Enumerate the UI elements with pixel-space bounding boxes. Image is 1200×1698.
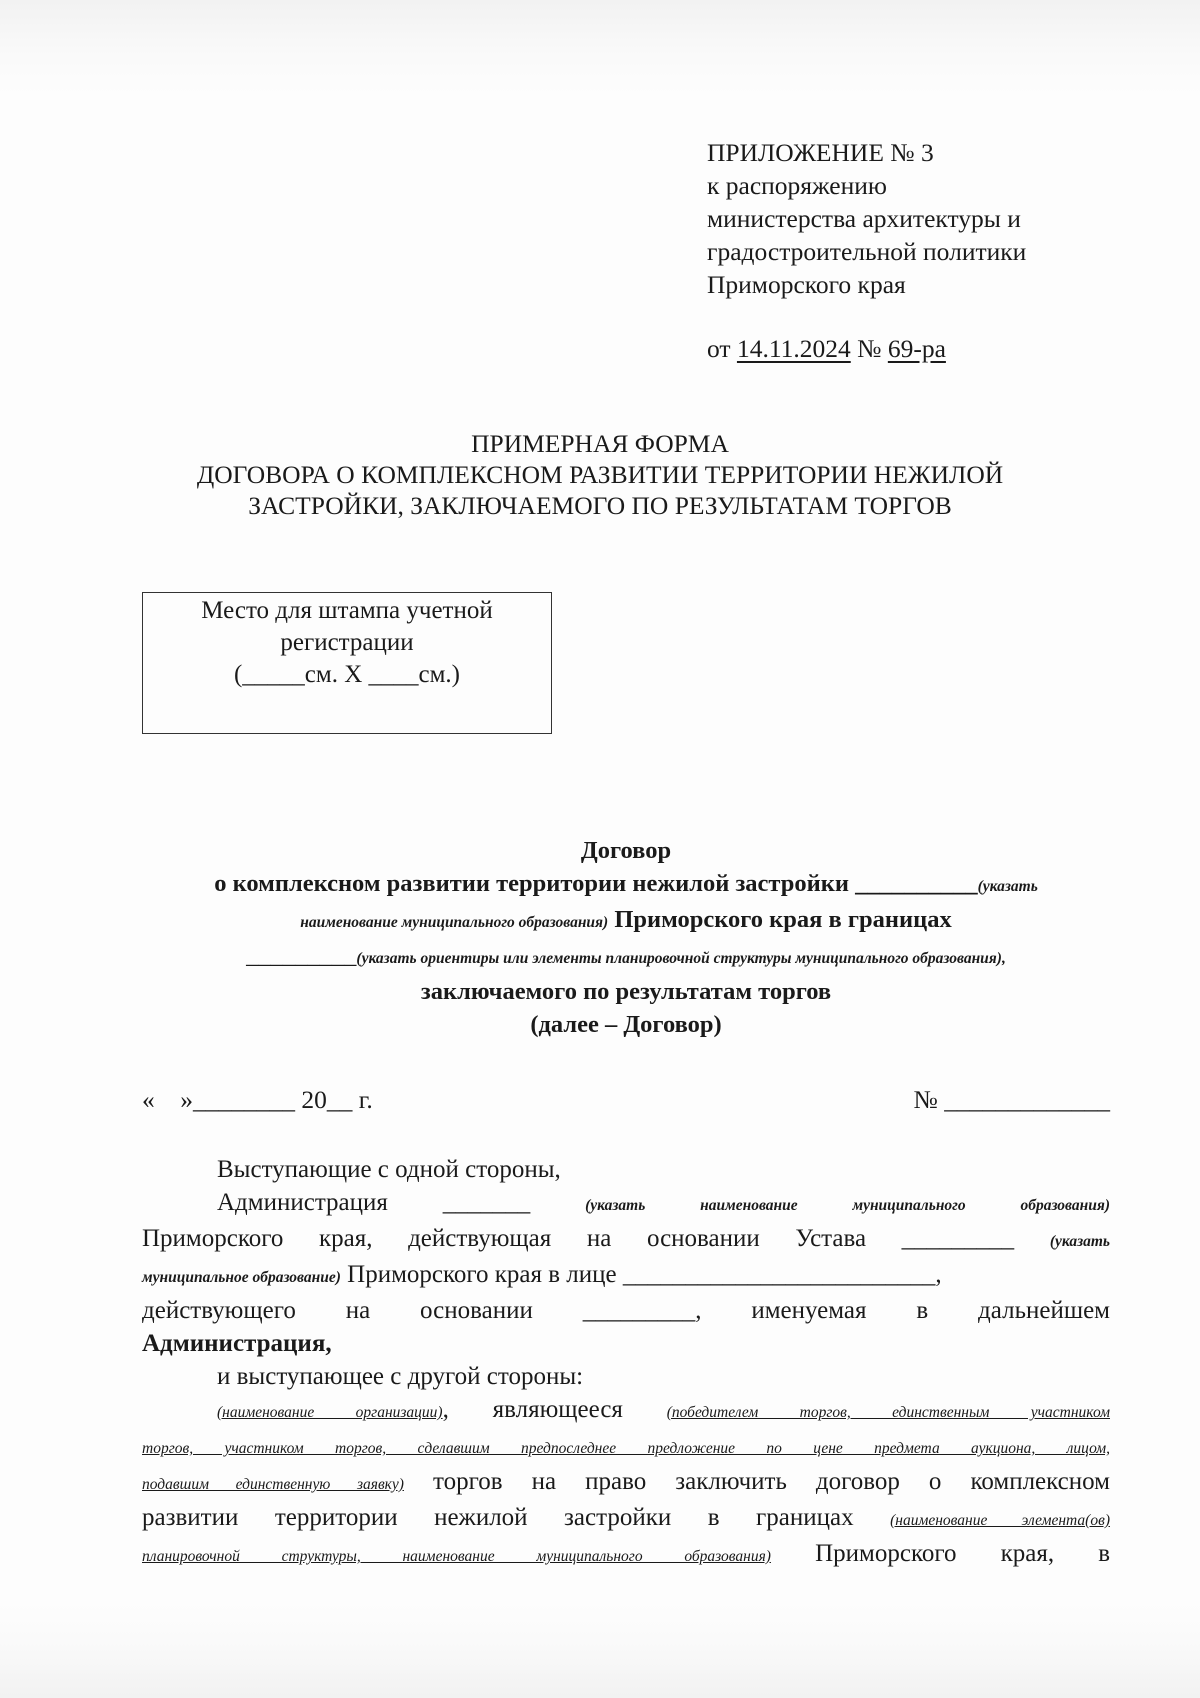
- paragraph: и выступающее с другой стороны:: [217, 1363, 584, 1390]
- paragraph: [142, 1537, 1110, 1573]
- paragraph: [142, 1258, 1110, 1294]
- note: муниципального: [852, 1197, 966, 1214]
- stamp-line: (_____см. Х ____см.): [233, 661, 461, 688]
- paragraph: [142, 1465, 1110, 1501]
- text: Приморского края в лице _________________________,: [340, 1261, 942, 1288]
- text: , являющееся: [442, 1396, 667, 1423]
- appendix-block: [707, 136, 1026, 301]
- text: Приморского края, в: [770, 1540, 1110, 1567]
- appendix-line: ПРИЛОЖЕНИЕ № 3: [707, 138, 934, 167]
- form-title-line: ЗАСТРОЙКИ, ЗАКЛЮЧАЕМОГО ПО РЕЗУЛЬТАТАМ ТОРГОВ: [248, 491, 952, 520]
- text: развитии территории нежилой застройки в границах: [142, 1504, 891, 1531]
- paragraph: [142, 1222, 1110, 1258]
- contract-date: « »________ 20__ г.: [142, 1085, 373, 1114]
- heading-note: (указать: [977, 878, 1038, 895]
- scan-noise-top: [0, 0, 1200, 95]
- date-number-line: [142, 1085, 1110, 1115]
- note: (указать: [585, 1197, 646, 1214]
- heading-blank: _________: [246, 942, 357, 969]
- contract-heading-line: заключаемого по результатам торгов: [420, 978, 832, 1005]
- paragraph: действующего на основании _________, именуемая в дальнейшем: [142, 1297, 1110, 1324]
- contract-heading-line: [142, 939, 1110, 975]
- note: образования): [1020, 1197, 1111, 1214]
- text: торгов на право заключить договор о комплексном: [403, 1468, 1110, 1495]
- paragraph: Администрация,: [142, 1330, 332, 1357]
- form-title: [0, 428, 1200, 521]
- appendix-line: Приморского края: [707, 270, 906, 299]
- text: Приморского края, действующая на основании Устава _________: [142, 1225, 1015, 1252]
- contract-title: Договор: [580, 837, 672, 864]
- order-date: 14.11.2024: [736, 334, 851, 363]
- heading-note: наименование муниципального образования): [300, 914, 609, 931]
- note: (указать: [1049, 1233, 1111, 1250]
- note: муниципальное образование): [142, 1269, 341, 1286]
- contract-number: № _____________: [913, 1085, 1110, 1114]
- contract-heading-line: [142, 867, 1110, 903]
- registration-stamp-box: [142, 592, 552, 734]
- note: подавшим единственную заявку): [142, 1476, 404, 1493]
- heading-text: Приморского края в границах: [608, 906, 952, 933]
- order-number: 69-ра: [887, 334, 946, 363]
- note: планировочной структуры, наименование муниципального образования): [142, 1548, 771, 1565]
- heading-note: (указать ориентиры или элементы планировочной структуры муниципального образования),: [356, 950, 1006, 967]
- note: торгов, участником торгов, сделавшим предпоследнее предложение по цене предмета аукциона, лицом,: [142, 1440, 1110, 1457]
- paragraph: [142, 1393, 1110, 1429]
- stamp-line: регистрации: [280, 629, 414, 656]
- appendix-line: градостроительной политики: [707, 237, 1027, 266]
- note: (победителем торгов, единственным участником: [666, 1404, 1110, 1421]
- form-title-line: ПРИМЕРНАЯ ФОРМА: [471, 429, 729, 458]
- note: (наименование организации): [217, 1404, 443, 1421]
- note: (наименование элемента(ов): [890, 1512, 1110, 1529]
- stamp-line: Место для штампа учетной: [201, 597, 493, 624]
- appendix-line: министерства архитектуры и: [707, 204, 1021, 233]
- text: Администрация _______: [217, 1189, 531, 1216]
- form-title-line: ДОГОВОРА О КОМПЛЕКСНОМ РАЗВИТИИ ТЕРРИТОРИИ НЕЖИЛОЙ: [196, 460, 1004, 489]
- paragraph: Выступающие с одной стороны,: [217, 1156, 561, 1183]
- paragraph: [142, 1501, 1110, 1537]
- scan-noise-bottom: [0, 1603, 1200, 1698]
- contract-body: [142, 1153, 1110, 1573]
- order-prefix: от: [707, 334, 737, 363]
- contract-heading-line: [142, 903, 1110, 939]
- contract-heading-line: (далее – Договор): [530, 1011, 722, 1038]
- appendix-line: к распоряжению: [707, 171, 887, 200]
- order-no-prefix: №: [850, 334, 888, 363]
- paragraph: [142, 1186, 1110, 1222]
- note: наименование: [700, 1197, 798, 1214]
- heading-text: о комплексном развитии территории нежилой застройки __________: [214, 870, 978, 897]
- order-reference: [707, 334, 946, 364]
- contract-heading: [142, 834, 1110, 1041]
- paragraph: [142, 1429, 1110, 1465]
